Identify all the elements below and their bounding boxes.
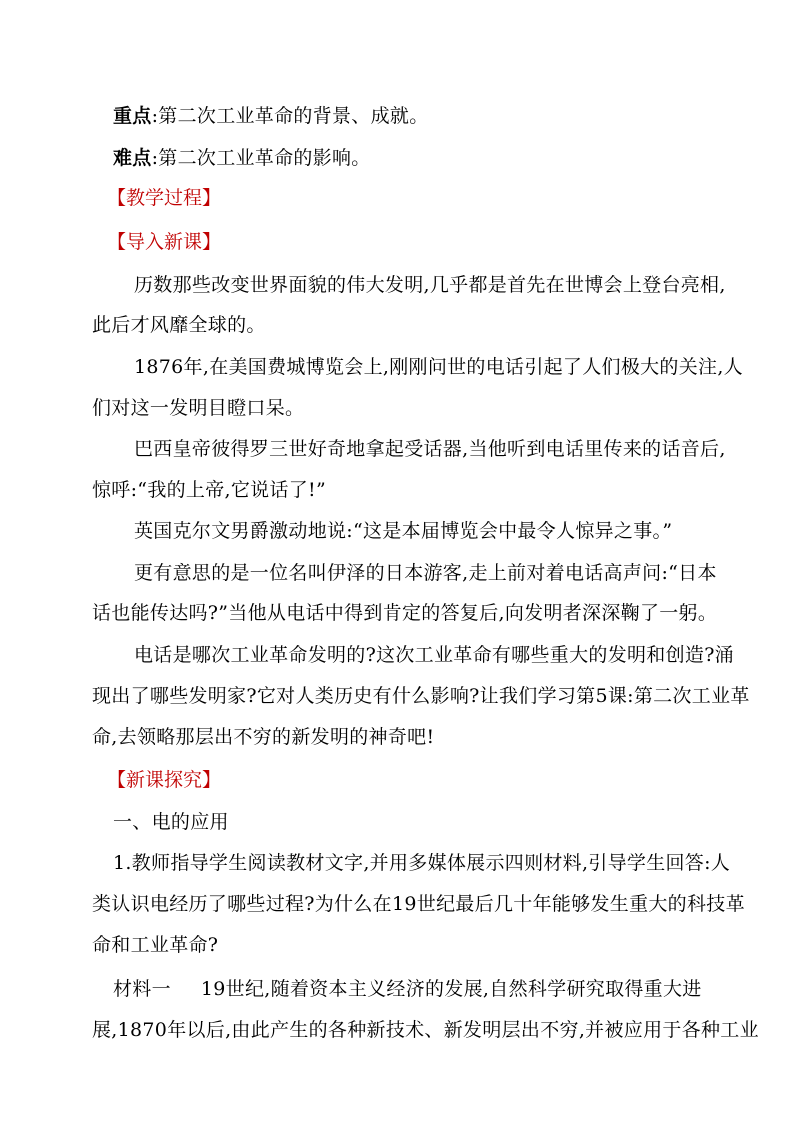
material-label: 材料一 <box>113 978 171 1000</box>
paragraph-line: 类认识电经历了哪些过程?为什么在19世纪最后几十年能够发生重大的科技革 <box>92 893 745 915</box>
section-teaching-process: 【教学过程】 <box>107 187 222 209</box>
difficulty-label: 难点 <box>113 147 152 169</box>
paragraph-line: 现出了哪些发明家?它对人类历史有什么影响?让我们学习第5课:第二次工业革 <box>92 685 750 707</box>
difficulty-line <box>113 146 371 170</box>
paragraph-line: 英国克尔文男爵激动地说:“这是本届博览会中最令人惊异之事。” <box>134 520 673 542</box>
section-new-lesson: 【新课探究】 <box>107 769 222 791</box>
paragraph-line: 更有意思的是一位名叫伊泽的日本游客,走上前对着电话高声问:“日本 <box>134 562 717 584</box>
subheading: 一、电的应用 <box>113 811 229 833</box>
paragraph-line: 历数那些改变世界面貌的伟大发明,几乎都是首先在世博会上登台亮相, <box>134 274 726 296</box>
paragraph-line: 1876年,在美国费城博览会上,刚刚问世的电话引起了人们极大的关注,人 <box>134 356 743 378</box>
paragraph-line: 巴西皇帝彼得罗三世好奇地拿起受话器,当他听到电话里传来的话音后, <box>134 438 726 460</box>
material-one-line <box>113 977 702 1001</box>
paragraph-line: 话也能传达吗?”当他从电话中得到肯定的答复后,向发明者深深鞠了一躬。 <box>92 602 718 624</box>
key-point-label: 重点 <box>113 105 152 127</box>
section-intro: 【导入新课】 <box>107 231 222 253</box>
paragraph-line: 1.教师指导学生阅读教材文字,并用多媒体展示四则材料,引导学生回答:人 <box>113 852 731 874</box>
paragraph-line: 此后才风靡全球的。 <box>92 314 266 336</box>
key-point-text: :第二次工业革命的背景、成就。 <box>151 105 429 127</box>
difficulty-text: :第二次工业革命的影响。 <box>151 147 371 169</box>
paragraph-line: 电话是哪次工业革命发明的?这次工业革命有哪些重大的发明和创造?涌 <box>134 644 734 666</box>
paragraph-line: 命,去领略那层出不穷的新发明的神奇吧! <box>92 726 435 748</box>
paragraph-line: 展,1870年以后,由此产生的各种新技术、新发明层出不穷,并被应用于各种工业 <box>92 1019 759 1041</box>
paragraph-line: 惊呼:“我的上帝,它说话了!” <box>92 479 327 501</box>
paragraph-line: 们对这一发明目瞪口呆。 <box>92 397 305 419</box>
paragraph-line: 命和工业革命? <box>92 934 219 956</box>
key-point-line <box>113 104 429 128</box>
material-text: 19世纪,随着资本主义经济的发展,自然科学研究取得重大进 <box>200 978 702 1000</box>
